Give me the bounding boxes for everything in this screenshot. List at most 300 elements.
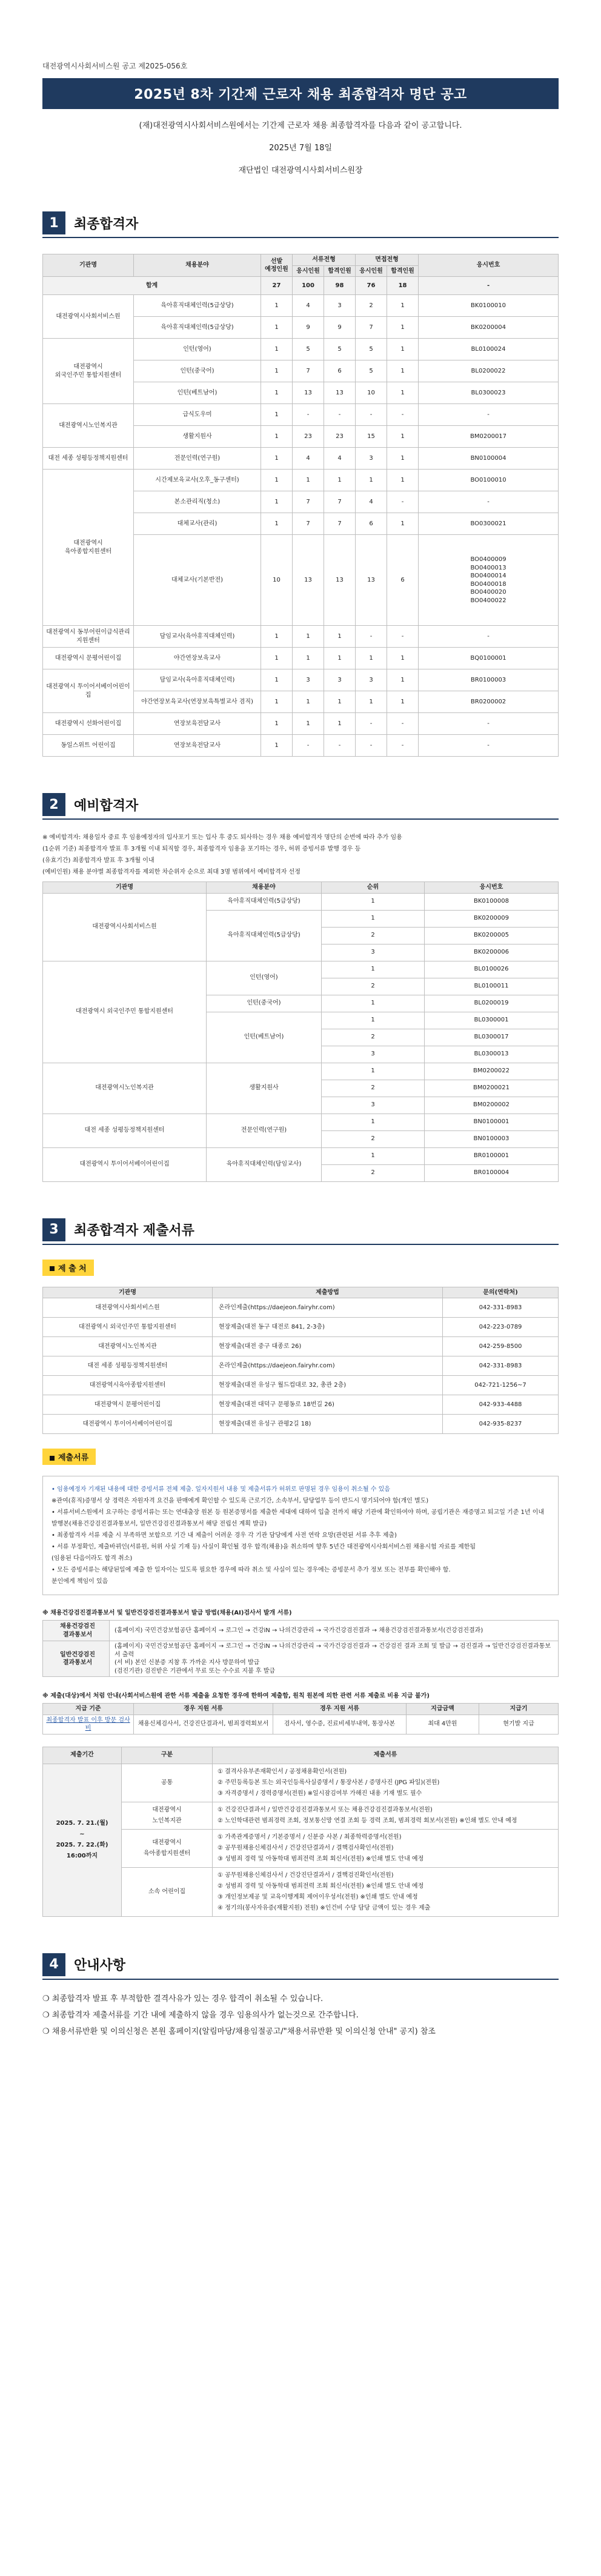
value-cell: 1 <box>387 470 419 491</box>
section-info-header <box>42 1953 559 1980</box>
section-final-header <box>42 211 559 238</box>
table-row <box>43 1715 559 1734</box>
rank-cell: 1 <box>322 1147 425 1164</box>
col-int-apply: 응시인원 <box>356 265 387 277</box>
docs-cell <box>213 1764 559 1802</box>
period-cell: 2025. 7. 21.(월) ~ 2025. 7. 22.(화) 16:00까지 <box>43 1764 122 1916</box>
col-doc-pass: 합격인원 <box>324 265 356 277</box>
doc-line: ② 공무원채용신체검사서 / 건강진단결과서 / 결핵검사확인서(전원) <box>217 1844 394 1851</box>
summary-cell: 27 <box>261 277 293 295</box>
value-cell: - <box>356 735 387 757</box>
cert-method <box>110 1641 559 1677</box>
tel-cell: 042-935-8237 <box>443 1415 559 1434</box>
cert-table <box>42 1620 559 1677</box>
col-no: 응시번호 <box>425 882 559 894</box>
reserve-table <box>42 881 559 1182</box>
inst-cell: 동일스위트 어린이집 <box>43 735 134 757</box>
value-cell: - <box>387 713 419 735</box>
tel-cell: 042-933-4488 <box>443 1395 559 1415</box>
rank-cell: 2 <box>322 1029 425 1046</box>
cert-method <box>110 1621 559 1641</box>
value-cell: 5 <box>324 339 356 360</box>
table-row <box>43 1063 559 1080</box>
no-cell: BL0100026 <box>425 961 559 978</box>
col-inst: 기관명 <box>43 1287 213 1298</box>
value-cell: 10 <box>261 535 293 626</box>
rank-cell: 2 <box>322 1164 425 1181</box>
submit-place-body <box>43 1298 559 1434</box>
inst-cell: 대전광역시노인복지관 <box>43 1337 213 1356</box>
doc-note: ※관여(휴직)증명서 상 경력은 자원자격 요건을 판매에게 확인할 수 있도록 근로기간, 소속부서, 담당업무 등이 반드시 명기되어야 함(개인 별도) <box>51 1498 429 1504</box>
no-cell: BK0100008 <box>425 893 559 910</box>
page-title: 2025년 8차 기간제 근로자 채용 최종합격자 명단 공고 <box>42 78 559 109</box>
table-row <box>43 448 559 470</box>
summary-cell: 76 <box>356 277 387 295</box>
inst-cell: 대전 세종 성평등정책지원센터 <box>43 448 134 470</box>
rank-cell: 1 <box>322 961 425 978</box>
field-cell: 인턴(베트남어) <box>134 382 261 404</box>
field-cell: 생활지원사 <box>207 1063 322 1114</box>
doc-note: • 최종합격자 서류 제출 시 부족하면 보합으로 기간 내 제출이 어려운 경우 각 기관 담당에게 사전 연락 요망(관련된 서류 추후 제출) <box>51 1532 397 1539</box>
value-cell: 1 <box>261 491 293 513</box>
submission-table-body <box>43 1764 559 1916</box>
value-cell: 1 <box>356 470 387 491</box>
method-cell: 온라인제출(https://daejeon.fairyhr.com) <box>213 1356 443 1376</box>
value-cell: 1 <box>387 448 419 470</box>
value-cell: 1 <box>293 648 324 669</box>
rank-cell: 1 <box>322 1114 425 1130</box>
announcement-date: 2025년 7월 18일 <box>269 144 332 153</box>
value-cell: 13 <box>293 535 324 626</box>
reference-number: 대전광역시사회서비스원 공고 제2025-056호 <box>42 62 188 70</box>
value-cell: 1 <box>324 648 356 669</box>
table-row <box>43 961 559 978</box>
value-cell: 15 <box>356 426 387 448</box>
subhead-label: 제출서류 <box>58 1453 89 1462</box>
doc-line: ② 노인학대관련 범죄경력 조회, 정보통신망 연결 조회 등 경력 조회, 범죄경력 회보서(전원) ※인쇄 별도 안내 예정 <box>217 1817 517 1824</box>
value-cell: 1 <box>261 295 293 317</box>
table-row <box>43 1356 559 1376</box>
value-cell: BK0200004 <box>419 317 559 339</box>
value-cell: 1 <box>261 691 293 713</box>
rank-cell: 3 <box>322 1046 425 1063</box>
doc-line: ② 성범죄 경력 및 아동학대 범죄전력 조회 회신서(전원) ※인쇄 별도 안내 예정 <box>217 1882 424 1890</box>
value-cell: 1 <box>293 626 324 648</box>
col-tel: 문의(연락처) <box>443 1287 559 1298</box>
value-cell: - <box>356 626 387 648</box>
no-cell: BN0100003 <box>425 1130 559 1147</box>
summary-row <box>43 277 559 295</box>
value-cell: 1 <box>387 360 419 382</box>
section-docs-header <box>42 1218 559 1245</box>
field-cell: 육아휴직대체인력(5급상당) <box>134 295 261 317</box>
field-cell: 담임교사(육아휴직대체인력) <box>134 669 261 691</box>
field-cell: 육아휴직대체인력(5급상당) <box>207 893 322 910</box>
info-item: ❍ 최종합격자 발표 후 부적합한 결격사유가 있는 경우 합격이 취소될 수 있습니다. <box>42 1994 324 2003</box>
tel-cell: 042-331-8983 <box>443 1298 559 1318</box>
inst-cell: 대전광역시 문평어린이집 <box>43 1395 213 1415</box>
field-cell: 대체교사(기본반전) <box>134 535 261 626</box>
inst-cell: 대전광역시사회서비스원 <box>43 1298 213 1318</box>
doc-line: ③ 개인정보제공 및 교육이행계획 제어이우성서(전원) ※인쇄 별도 안내 예정 <box>217 1893 418 1900</box>
table-row <box>43 648 559 669</box>
no-cell: BM0200002 <box>425 1097 559 1114</box>
method-cell: 현장제출(대전 유성구 월드컵대로 32, 총관 2층) <box>213 1376 443 1395</box>
doc-line: ① 가족관계증명서 / 기본증명서 / 신분증 사본 / 최종학력증명서(전원) <box>217 1833 402 1841</box>
col-method: 제출방법 <box>213 1287 443 1298</box>
reserve-note: (1순위 기준) 최종합격자 발표 후 3개월 이내 퇴직할 경우, 최종합격자 임용을 포기하는 경우, 허위 증빙서류 발행 경우 등 <box>42 846 361 852</box>
inst-cell: 대전광역시 육아종합지원센터 <box>43 470 134 626</box>
field-cell: 인턴(중국어) <box>134 360 261 382</box>
value-cell: BQ0100001 <box>419 648 559 669</box>
value-cell: 10 <box>356 382 387 404</box>
inst-cell: 대전광역시 투이어서베이어린이집 <box>43 1415 213 1434</box>
value-cell: BR0200002 <box>419 691 559 713</box>
table-row <box>43 1415 559 1434</box>
doc-line: ③ 성범죄 경력 및 아동학대 범죄전력 조회 회신서(전원) ※인쇄 별도 안내 예정 <box>217 1855 424 1862</box>
value-cell: BO0300021 <box>419 513 559 535</box>
value-cell: 1 <box>324 626 356 648</box>
inst-cell: 대전광역시노인복지관 <box>43 1063 207 1114</box>
table-row <box>43 626 559 648</box>
value-cell: 13 <box>293 382 324 404</box>
value-cell: 9 <box>293 317 324 339</box>
inst-cell: 대전광역시육아종합지원센터 <box>43 1376 213 1395</box>
field-cell: 육아휴직대체인력(5급상당) <box>207 910 322 961</box>
value-cell: 1 <box>324 691 356 713</box>
col-int-pass: 합격인원 <box>387 265 419 277</box>
value-cell: - <box>387 626 419 648</box>
col-no: 응시번호 <box>419 254 559 277</box>
no-cell: BK0200006 <box>425 944 559 961</box>
value-cell: - <box>293 404 324 426</box>
tel-cell: 042-223-0789 <box>443 1318 559 1337</box>
cost-table <box>42 1703 559 1734</box>
table-row <box>43 1395 559 1415</box>
value-cell: 1 <box>261 735 293 757</box>
table-row <box>43 339 559 360</box>
no-cell: BK0200005 <box>425 927 559 944</box>
table-row <box>43 713 559 735</box>
table-row <box>43 893 559 910</box>
rank-cell: 1 <box>322 1063 425 1080</box>
value-cell: 9 <box>324 317 356 339</box>
reserve-note: (예비인원) 채용 분야별 최종합격자를 제외한 차순위자 순으로 최대 3명 범위에서 예비합격자 선정 <box>42 869 300 875</box>
table-row <box>43 1147 559 1164</box>
value-cell: 1 <box>261 339 293 360</box>
doc-line: ③ 자격증명서 / 경력증명서(전원) ※일시잠김여부 가해진 내용 기재 별도 필수 <box>217 1790 422 1797</box>
value-cell: BN0100004 <box>419 448 559 470</box>
value-cell: BO0400009 BO0400013 BO0400014 BO0400018 BO0400020 BO0400022 <box>419 535 559 626</box>
inst-cell: 대전광역시사회서비스원 <box>43 893 207 961</box>
cert-line: (서 비) 본인 신분증 지참 후 가까운 지사 방문하여 발급 <box>115 1659 260 1666</box>
info-item: ❍ 채용서류반환 및 이의신청은 본원 홈페이지(알림마당/채용임절공고/"채용서류반환 및 이의신청 안내" 공지) 참조 <box>42 2027 436 2037</box>
info-list <box>42 1991 559 2040</box>
cell: 채용신체검사서, 건강진단결과서, 범죄경력회보서 <box>134 1715 273 1734</box>
cert-line: (홈페이지) 국민건강보험공단 홈페이지 → 로그인 → 건강iN → 나의건강관리 → 국가건강검진결과 → 채용건강검진결과통보서(건강검진결과) <box>115 1627 483 1634</box>
value-cell: 1 <box>261 426 293 448</box>
table-row <box>43 1764 559 1802</box>
reserve-note: (유효기간) 최종합격자 발표 후 3개월 이내 <box>42 857 154 864</box>
value-cell: - <box>356 713 387 735</box>
docs-subhead <box>42 1449 96 1465</box>
doc-note: • 모든 증빙서류는 해당된일에 제출 한 일자이는 있도록 필요한 경우에 따라 취소 및 사실이 있는 경우에는 증빙문서 추가 정보 또는 전부를 확인해야 함. <box>51 1567 451 1573</box>
no-cell: BN0100001 <box>425 1114 559 1130</box>
value-cell: 1 <box>387 317 419 339</box>
value-cell: 1 <box>261 382 293 404</box>
no-cell: BL0300017 <box>425 1029 559 1046</box>
value-cell: 6 <box>356 513 387 535</box>
value-cell: 7 <box>293 491 324 513</box>
inst-cell: 대전광역시 선화어린이집 <box>43 713 134 735</box>
value-cell: - <box>419 626 559 648</box>
col-field: 채용분야 <box>207 882 322 894</box>
field-cell: 담임교사(육아휴직대체인력) <box>134 626 261 648</box>
col-sel: 선발 예정인원 <box>261 254 293 277</box>
table-row <box>43 1376 559 1395</box>
summary-label: 합계 <box>43 277 261 295</box>
no-cell: BM0200021 <box>425 1080 559 1097</box>
value-cell: 4 <box>324 448 356 470</box>
value-cell: 3 <box>324 669 356 691</box>
rank-cell: 2 <box>322 927 425 944</box>
inst-cell: 대전 세종 성평등정책지원센터 <box>43 1114 207 1147</box>
no-cell: BL0200019 <box>425 995 559 1012</box>
section-title: 안내사항 <box>74 1958 126 1973</box>
rank-cell: 3 <box>322 1097 425 1114</box>
value-cell: 7 <box>356 317 387 339</box>
inst-cell: 대전광역시 외국인주민 통합지원센터 <box>43 339 134 404</box>
doc-note: • 서류 부정확인, 제출바뀌인(서류원, 허위 사실 기재 등) 사실이 확인될 경우 합격(채용)을 취소하며 향후 5년간 대전광역시사회서비스원 채용시험 자료를 제한됨 <box>51 1544 476 1550</box>
no-cell: BL0100011 <box>425 978 559 995</box>
value-cell: 7 <box>324 513 356 535</box>
col-amount: 지급금액 <box>407 1704 479 1715</box>
doc-line: ① 결격사유부존재확인서 / 공정채용확인서(전원) <box>217 1768 347 1775</box>
info-item: ❍ 최종합격자 제출서류를 기간 내에 제출하지 않을 경우 임용의사가 없는것으로 간주합니다. <box>42 2010 359 2020</box>
rank-cell: 1 <box>322 893 425 910</box>
value-cell: 1 <box>387 295 419 317</box>
table-row <box>43 470 559 491</box>
value-cell: 4 <box>293 295 324 317</box>
reserve-table-body <box>43 893 559 1181</box>
cert-table-body <box>43 1621 559 1677</box>
section-title: 최종합격자 <box>74 216 139 232</box>
inst-cell: 대전광역시 투이어서베이어린이집 <box>43 669 134 713</box>
field-cell: 야간연장보육교사 <box>134 648 261 669</box>
no-cell: BR0100004 <box>425 1164 559 1181</box>
col-field: 채용분야 <box>134 254 261 277</box>
value-cell: 1 <box>387 691 419 713</box>
summary-cell: 100 <box>293 277 324 295</box>
value-cell: - <box>419 735 559 757</box>
value-cell: 23 <box>324 426 356 448</box>
tel-cell: 042-721-1256~7 <box>443 1376 559 1395</box>
col-period: 제출기간 <box>43 1747 122 1764</box>
submission-table <box>42 1747 559 1917</box>
value-cell: - <box>387 735 419 757</box>
value-cell: 1 <box>261 648 293 669</box>
type-cell: 대전광역시 노인복지관 <box>122 1802 213 1829</box>
value-cell: 7 <box>293 513 324 535</box>
field-cell: 인턴(중국어) <box>207 995 322 1012</box>
value-cell: 3 <box>356 448 387 470</box>
doc-note: • 임용예정자 기재된 내용에 대한 증빙서류 전체 제출. 일자지원서 내용 및 제출서류가 허위로 판명된 경우 임용이 취소될 수 있음 <box>51 1486 390 1493</box>
value-cell: 1 <box>261 669 293 691</box>
field-cell: 시간제보육교사(오후_동구센터) <box>134 470 261 491</box>
field-cell: 전문인력(연구원) <box>134 448 261 470</box>
value-cell: 1 <box>387 382 419 404</box>
value-cell: BK0100010 <box>419 295 559 317</box>
field-cell: 인턴(베트남어) <box>207 1012 322 1063</box>
inst-cell: 대전광역시 외국인주민 통합지원센터 <box>43 1318 213 1337</box>
rank-cell: 2 <box>322 1130 425 1147</box>
table-row <box>43 404 559 426</box>
field-cell: 야간연장보육교사(연장보육특별교사 겸직) <box>134 691 261 713</box>
table-row <box>43 1641 559 1677</box>
no-cell: BL0300001 <box>425 1012 559 1029</box>
value-cell: 1 <box>324 713 356 735</box>
col-rank: 순위 <box>322 882 425 894</box>
value-cell: 5 <box>356 339 387 360</box>
value-cell: BL0100024 <box>419 339 559 360</box>
field-cell: 연장보육전담교사 <box>134 735 261 757</box>
doc-note: • 서류서비스원에서 요구하는 증빙서류는 또는 연대출장 원본 등 원본증명서를 제출한 세대에 대하여 입출 전까지 해당 기관에 확인하여야 하며, 공립기관은 재증명고 퇴고일 기준 1년 이내 발행본(채용건강검진결과통보서, 일반건강검진결과통보서 해당 전립선 계획 발급) <box>51 1509 545 1527</box>
col-inst: 기관명 <box>43 882 207 894</box>
doc-line: ④ 정기의(봉사자유증(재활지원) 전원) ※인건비 수당 담당 금액이 있는 경우 제출 <box>217 1904 431 1911</box>
col-int: 면접전형 <box>356 254 419 266</box>
value-cell: - <box>419 713 559 735</box>
type-cell: 소속 어린이집 <box>122 1867 213 1916</box>
type-cell: 대전광역시 육아종합지원센터 <box>122 1829 213 1867</box>
issuer: 재단법인 대전광역시사회서비스원장 <box>238 166 363 175</box>
col-docs-a: 경우 지원 서류 <box>134 1704 273 1715</box>
summary-cell: 98 <box>324 277 356 295</box>
value-cell: - <box>356 404 387 426</box>
field-cell: 인턴(영어) <box>207 961 322 995</box>
cell: 검사서, 영수증, 진료비세부내역, 통장사본 <box>273 1715 407 1734</box>
cert-title: ※ 채용건강검진결과통보서 및 일반건강검진결과통보서 발급 방법(채용(AI)검사서 발개 서류) <box>42 1610 292 1616</box>
rank-cell: 3 <box>322 944 425 961</box>
submit-place-table <box>42 1287 559 1435</box>
value-cell: 1 <box>324 470 356 491</box>
field-cell: 생활지원사 <box>134 426 261 448</box>
value-cell: 1 <box>261 626 293 648</box>
square-bullet-icon <box>50 1266 55 1271</box>
cell: 최대 4만원 <box>407 1715 479 1734</box>
method-cell: 온라인제출(https://daejeon.fairyhr.com) <box>213 1298 443 1318</box>
reserve-notes <box>42 832 559 878</box>
value-cell: 5 <box>356 360 387 382</box>
docs-cell <box>213 1802 559 1829</box>
col-doc: 서류전형 <box>293 254 356 266</box>
table-row <box>43 295 559 317</box>
doc-line: ② 주민등록등본 또는 외국인등록사실증명서 / 통장사본 / 증명사진 (JPG 파일)(전원) <box>217 1779 440 1786</box>
inst-cell: 대전광역시 동부어린이급식관리지원센터 <box>43 626 134 648</box>
doc-line: ① 건강진단결과서 / 일반건강검진결과통보서 또는 채용건강검진결과통보서(전원) <box>217 1806 433 1813</box>
field-cell: 육아휴직대체인력(담임교사) <box>207 1147 322 1181</box>
no-cell: BM0200022 <box>425 1063 559 1080</box>
field-cell: 본소관리직(청소) <box>134 491 261 513</box>
value-cell: 1 <box>387 648 419 669</box>
cell: 현기발 지급 <box>479 1715 559 1734</box>
tel-cell: 042-331-8983 <box>443 1356 559 1376</box>
value-cell: - <box>419 404 559 426</box>
section-number: 4 <box>42 1953 65 1976</box>
tel-cell: 042-259-8500 <box>443 1337 559 1356</box>
final-table-body <box>43 277 559 757</box>
method-cell: 현장제출(대전 유성구 관평2길 18) <box>213 1415 443 1434</box>
section-number: 2 <box>42 793 65 816</box>
section-reserve-header <box>42 793 559 820</box>
square-bullet-icon <box>50 1456 55 1461</box>
section-number: 1 <box>42 211 65 234</box>
method-cell: 현장제출(대전 대덕구 문평동로 18번길 26) <box>213 1395 443 1415</box>
cert-type: 채용건강검진 결과통보서 <box>43 1621 110 1641</box>
table-row <box>43 1621 559 1641</box>
cell: 최종합격자 발표 이후 방문 검사비 <box>43 1715 134 1734</box>
value-cell: 1 <box>293 470 324 491</box>
value-cell: 1 <box>261 513 293 535</box>
table-row <box>43 1337 559 1356</box>
rank-cell: 2 <box>322 1080 425 1097</box>
doc-note: 분인에게 책임이 있음 <box>51 1578 108 1585</box>
value-cell: BL0200022 <box>419 360 559 382</box>
final-table <box>42 254 559 757</box>
value-cell: 6 <box>324 360 356 382</box>
value-cell: BL0300023 <box>419 382 559 404</box>
col-timing: 지급기 <box>479 1704 559 1715</box>
field-cell: 연장보육전담교사 <box>134 713 261 735</box>
value-cell: - <box>293 735 324 757</box>
inst-cell: 대전광역시사회서비스원 <box>43 295 134 339</box>
submit-place-subhead <box>42 1260 94 1276</box>
no-cell: BR0100001 <box>425 1147 559 1164</box>
table-row <box>43 1318 559 1337</box>
value-cell: 4 <box>356 491 387 513</box>
col-doc-apply: 응시인원 <box>293 265 324 277</box>
value-cell: 13 <box>324 535 356 626</box>
value-cell: 3 <box>293 669 324 691</box>
value-cell: - <box>387 491 419 513</box>
cert-line: (검진기관) 검진받은 기관에서 무료 또는 수수료 지불 후 발급 <box>115 1667 276 1675</box>
value-cell: BM0200017 <box>419 426 559 448</box>
value-cell: 1 <box>356 691 387 713</box>
field-cell: 육아휴직대체인력(5급상당) <box>134 317 261 339</box>
col-type: 구분 <box>122 1747 213 1764</box>
docs-cell <box>213 1829 559 1867</box>
summary-cell: - <box>419 277 559 295</box>
field-cell: 인턴(영어) <box>134 339 261 360</box>
section-number: 3 <box>42 1218 65 1241</box>
value-cell: 1 <box>387 669 419 691</box>
value-cell: 1 <box>356 648 387 669</box>
value-cell: - <box>419 491 559 513</box>
value-cell: 1 <box>261 317 293 339</box>
doc-notes-box <box>42 1476 559 1595</box>
field-cell: 급식도우미 <box>134 404 261 426</box>
value-cell: - <box>387 404 419 426</box>
method-cell: 현장제출(대전 동구 대전로 841, 2-3층) <box>213 1318 443 1337</box>
rank-cell: 1 <box>322 910 425 927</box>
inst-cell: 대전광역시노인복지관 <box>43 404 134 448</box>
value-cell: 7 <box>324 491 356 513</box>
no-cell: BL0300013 <box>425 1046 559 1063</box>
inst-cell: 대전광역시 문평어린이집 <box>43 648 134 669</box>
col-basis: 지급 기준 <box>43 1704 134 1715</box>
table-row <box>43 1298 559 1318</box>
doc-note: (임용된 다음이라도 합격 취소) <box>51 1555 133 1562</box>
inst-cell: 대전 세종 성평등정책지원센터 <box>43 1356 213 1376</box>
